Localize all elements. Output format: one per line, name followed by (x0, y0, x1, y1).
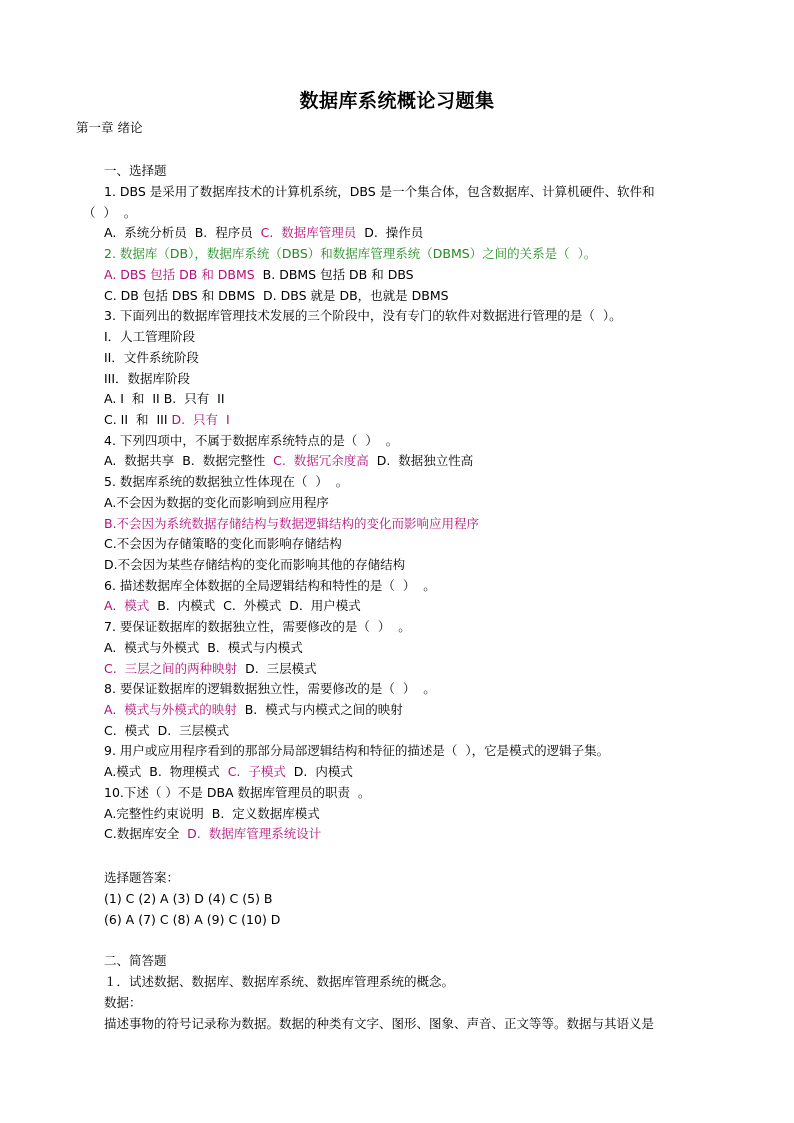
line-text: C.不会因为存储策略的变化而影响存储结构 (104, 536, 342, 552)
line-text: B. 内模式 C. 外模式 D. 用户模式 (149, 598, 361, 614)
line-text: C. II 和 III (104, 411, 172, 427)
question-line (104, 640, 303, 656)
question-line (104, 702, 403, 718)
question-line (104, 578, 436, 594)
line-text: C.数据库安全 (104, 826, 188, 842)
question-line (104, 184, 655, 200)
answer-highlight: C. 数据库管理员 (260, 225, 357, 241)
line-text: D.不会因为某些存储结构的变化而影响其他的存储结构 (104, 557, 406, 572)
line-text: A.模式 B. 物理模式 (104, 764, 228, 780)
answer-highlight: D. 只有 I (171, 411, 230, 427)
document-title: 数据库系统概论习题集 (299, 90, 495, 112)
line-text: B. DBMS 包括 DB 和 DBS (254, 266, 414, 282)
question-line (104, 391, 225, 407)
answer-highlight: A. DBS 包括 DB 和 DBMS (104, 266, 255, 282)
choice-section-heading: 一、选择题 (104, 163, 167, 178)
question-line (104, 308, 622, 324)
question-line (104, 681, 436, 697)
question-line (104, 225, 423, 241)
answer-highlight: C. 数据冗余度高 (273, 453, 369, 469)
answers-line-1: (1) C (2) A (3) D (4) C (5) B (104, 891, 273, 906)
line-text: A.完整性约束说明 B. 定义数据库模式 (104, 805, 320, 821)
line-text: A. 数据共享 B. 数据完整性 (104, 453, 274, 469)
question-line (104, 474, 348, 490)
answer-highlight: C. 三层之间的两种映射 (104, 660, 238, 676)
question-line (104, 557, 405, 573)
question-line (104, 536, 342, 552)
question-line (104, 329, 195, 345)
line-text: I．人工管理阶段 (104, 329, 196, 344)
question-line (104, 453, 473, 469)
question-line (104, 598, 361, 614)
question-line (104, 516, 479, 532)
chapter-heading: 第一章 绪论 (76, 120, 143, 135)
question-line (104, 764, 353, 780)
line-text: II．文件系统阶段 (104, 349, 199, 365)
answer-highlight: A. 模式 (104, 598, 150, 614)
line-text: D. 三层模式 (237, 660, 317, 676)
line-text: D. 操作员 (356, 225, 424, 241)
question-highlight: 2. 数据库（DB），数据库系统（DBS）和数据库管理系统（DBMS）之间的关系是（ ）。 (104, 246, 597, 262)
line-text: A. 系统分析员 B. 程序员 (104, 225, 261, 241)
question-line (104, 267, 414, 283)
line-text: 3. 下面列出的数据库管理技术发展的三个阶段中，没有专门的软件对数据进行管理的是（ ）。 (104, 308, 622, 324)
question-line (104, 826, 321, 842)
question-line (104, 246, 596, 262)
line-text: 4. 下列四项中，不属于数据库系统特点的是（ ） 。 (104, 432, 399, 448)
line-text: （ ） 。 (83, 204, 137, 220)
question-line (104, 619, 411, 635)
line-text: 5. 数据库系统的数据独立性体现在（ ） 。 (104, 474, 349, 490)
line-text: 8. 要保证数据库的逻辑数据独立性，需要修改的是（ ） 。 (104, 681, 436, 697)
question-line (104, 661, 317, 677)
line-text: C. DB 包括 DBS 和 DBMS D. DBS 就是 DB，也就是 DBMS (104, 287, 449, 303)
line-text: C. 模式 D. 三层模式 (104, 722, 230, 738)
answers-heading: 选择题答案： (104, 870, 180, 885)
question-line (104, 723, 229, 739)
line-text: 9. 用户或应用程序看到的那部分局部逻辑结构和特征的描述是（ ），它是模式的逻辑子集。 (104, 743, 610, 759)
answers-line-2: (6) A (7) C (8) A (9) C (10) D (104, 912, 281, 927)
line-text: 1. DBS 是采用了数据库技术的计算机系统，DBS 是一个集合体，包含数据库、计算机硬件、软件和 (104, 184, 655, 199)
short-question-1: １．试述数据、数据库、数据库系统、数据库管理系统的概念。 (104, 974, 455, 989)
answer-highlight: A. 模式与外模式的映射 (104, 702, 237, 717)
line-text: A. 模式与外模式 B. 模式与内模式 (104, 639, 303, 655)
data-label: 数据： (104, 995, 142, 1010)
line-text: D. 数据独立性高 (368, 453, 474, 469)
line-text: 6. 描述数据库全体数据的全局逻辑结构和特性的是（ ） 。 (104, 577, 436, 593)
question-line (104, 288, 449, 304)
data-description: 描述事物的符号记录称为数据。数据的种类有文字、图形、图象、声音、正文等等。数据与其语义是 (104, 1016, 655, 1031)
question-line (104, 495, 329, 511)
answer-highlight: B.不会因为系统数据存储结构与数据逻辑结构的变化而影响应用程序 (104, 515, 480, 531)
question-line (104, 412, 230, 428)
question-line (104, 785, 371, 801)
line-text: 10.下述（ ）不是 DBA 数据库管理员的职责 。 (104, 784, 371, 800)
line-text: III．数据库阶段 (104, 370, 191, 386)
answer-highlight: D. 数据库管理系统设计 (187, 826, 322, 842)
question-line (104, 743, 609, 759)
line-text: A. I 和 II B. 只有 II (104, 391, 225, 407)
line-text: D. 内模式 (285, 764, 353, 780)
line-text: A.不会因为数据的变化而影响到应用程序 (104, 494, 329, 510)
line-text: 7. 要保证数据库的数据独立性，需要修改的是（ ） 。 (104, 619, 411, 635)
question-line (104, 350, 199, 366)
line-text: B. 模式与内模式之间的映射 (236, 702, 403, 717)
question-line (83, 205, 136, 221)
question-line (104, 433, 398, 449)
question-line (104, 806, 320, 822)
answer-highlight: C. 子模式 (227, 764, 286, 780)
question-line (104, 371, 190, 387)
short-answer-heading: 二、简答题 (104, 953, 167, 968)
